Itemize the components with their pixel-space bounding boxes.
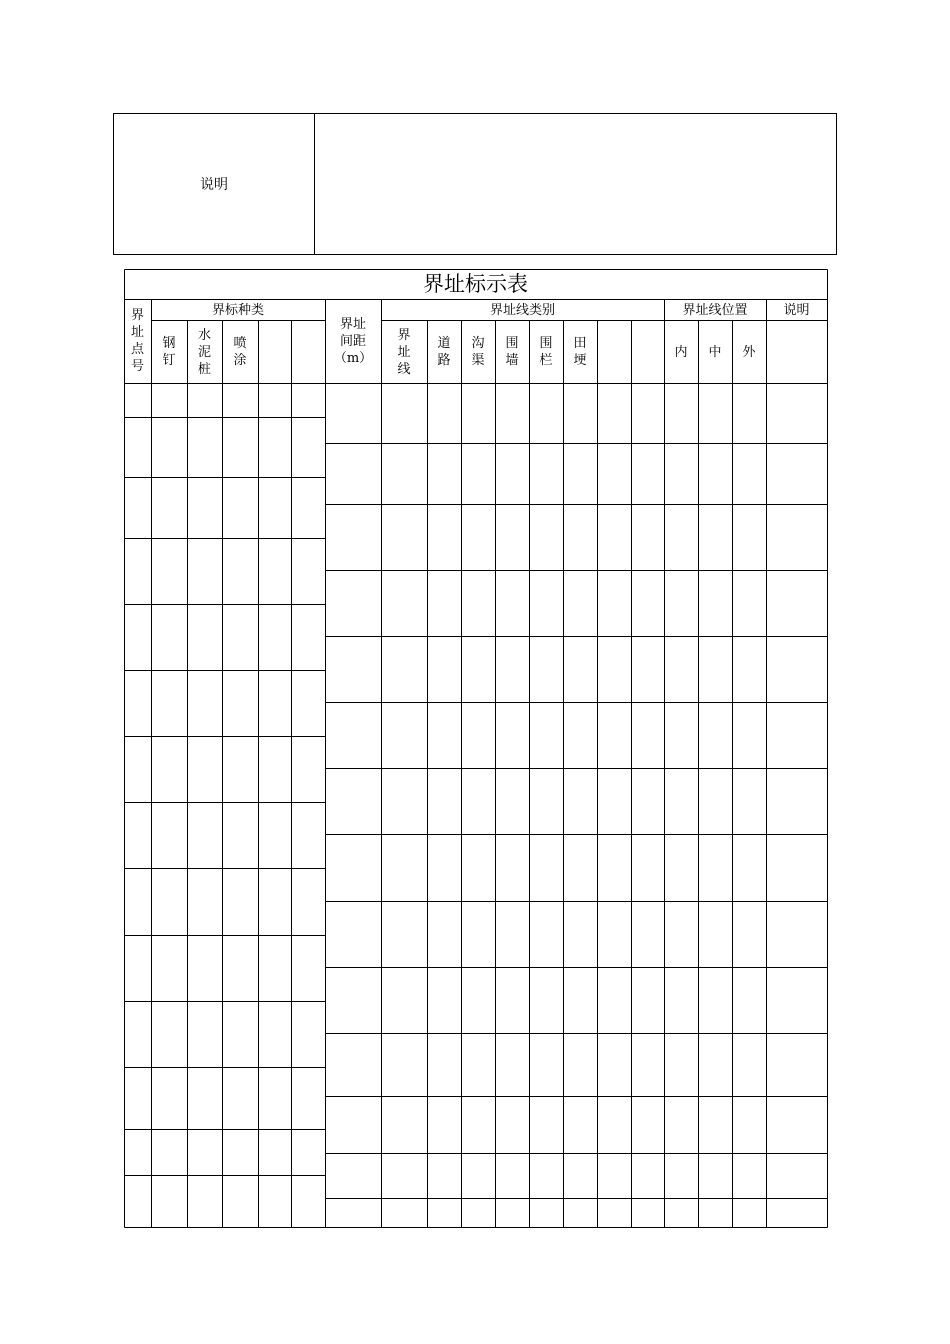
header-line-ditch: 沟 渠 xyxy=(471,336,485,368)
table-title: 界址标示表 xyxy=(423,272,528,296)
header-position-middle: 中 xyxy=(708,344,722,360)
header-line-blank-2 xyxy=(631,321,664,383)
note-label: 说明 xyxy=(114,114,315,254)
header-point-no: 界 址 点 号 xyxy=(130,308,144,374)
header-marker-type-group: 界标种类 xyxy=(211,303,264,318)
header-remarks: 说明 xyxy=(783,303,810,318)
header-position-outer: 外 xyxy=(742,344,756,360)
header-marker-cement-pile: 水 泥 桩 xyxy=(197,327,211,377)
header-line-position-group: 界址线位置 xyxy=(682,303,748,318)
header-line-field-ridge: 田 埂 xyxy=(573,336,587,368)
header-line-category-group: 界址线类别 xyxy=(489,303,555,318)
header-line-blank-1 xyxy=(597,321,631,383)
header-spacing: 界址 间距 （m） xyxy=(333,316,373,366)
header-line-road: 道 路 xyxy=(437,336,451,368)
header-line-fence: 围 栏 xyxy=(539,336,553,368)
header-marker-steel-nail: 钢 钉 xyxy=(162,336,176,368)
header-marker-spray-paint: 喷 涂 xyxy=(233,336,247,368)
header-marker-blank-2 xyxy=(291,321,325,383)
header-line-wall: 围 墙 xyxy=(505,336,519,368)
header-marker-blank-1 xyxy=(258,321,291,383)
header-position-inner: 内 xyxy=(674,344,688,360)
header-line-boundary-line: 界 址 线 xyxy=(397,327,411,377)
